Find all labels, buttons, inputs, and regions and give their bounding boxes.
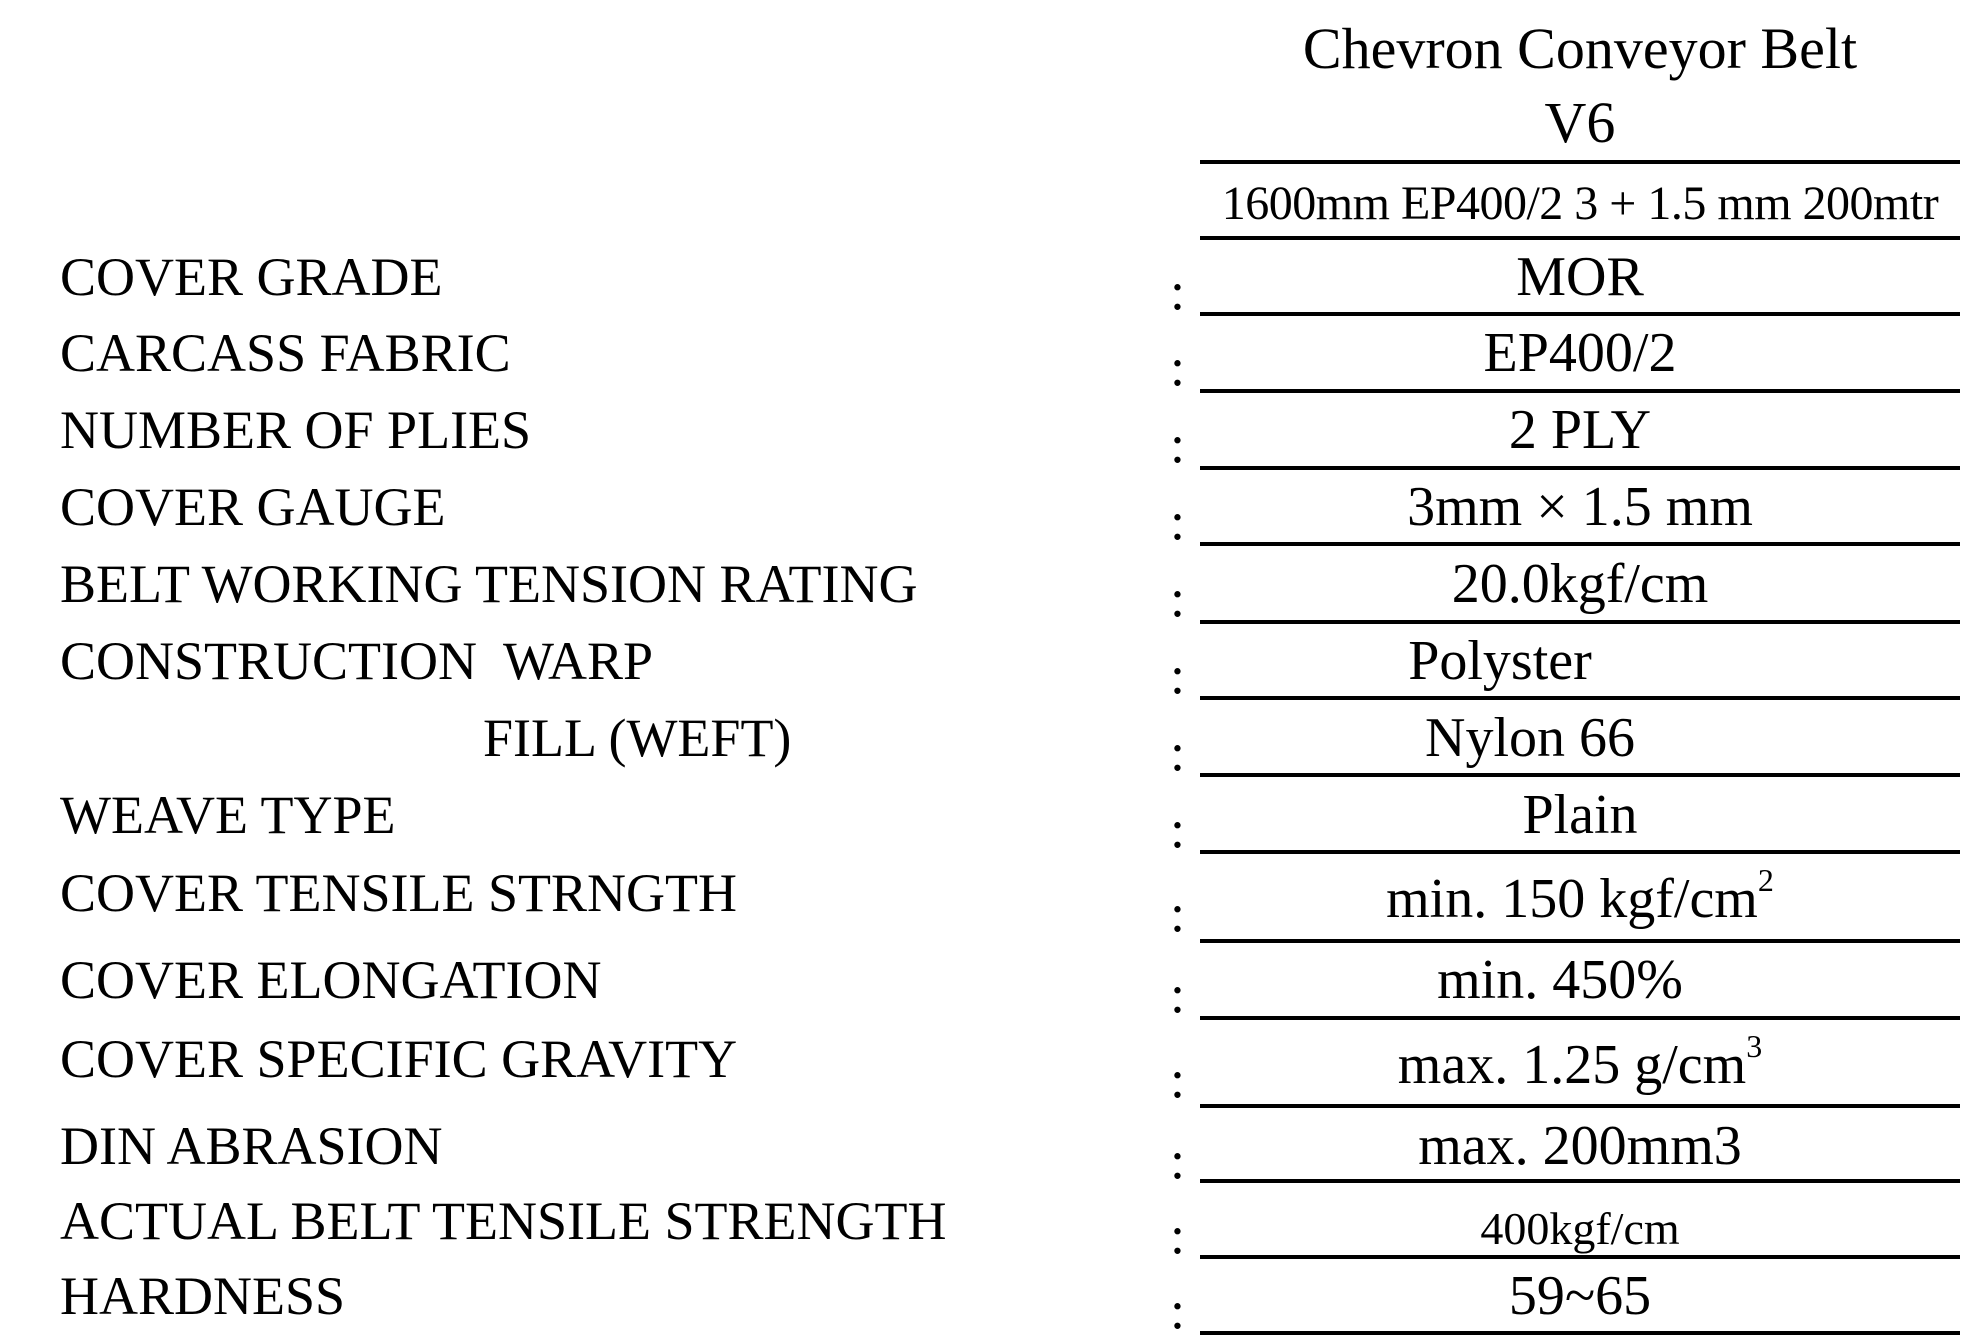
table-row	[0, 397, 1987, 474]
row-value: 20.0kgf/cm	[1451, 553, 1709, 615]
value-text: max. 1.25 g/cm	[1397, 1034, 1747, 1096]
row-separator: :	[1170, 1280, 1186, 1340]
product-model: V6	[1544, 90, 1616, 155]
value-underline	[1200, 773, 1960, 777]
row-value: Nylon 66	[1425, 707, 1635, 769]
row-label: DIN ABRASION	[60, 1116, 443, 1176]
row-separator: :	[1170, 568, 1186, 628]
value-text: min. 150 kgf/cm	[1386, 868, 1758, 930]
row-value	[1200, 862, 1960, 932]
table-row	[0, 1028, 1987, 1109]
table-row	[0, 947, 1987, 1024]
table-row	[0, 782, 1987, 859]
row-separator: :	[1170, 414, 1186, 474]
row-label: NUMBER OF PLIES	[60, 400, 532, 460]
value-underline	[1200, 236, 1960, 240]
row-value: MOR	[1516, 246, 1644, 308]
row-label: COVER TENSILE STRNGTH	[60, 863, 738, 923]
product-specification: 1600mm EP400/2 3 + 1.5 mm 200mtr	[1221, 177, 1939, 230]
value-underline	[1200, 1179, 1960, 1183]
value-underline	[1200, 466, 1960, 470]
table-row	[0, 705, 1987, 782]
row-label: ACTUAL BELT TENSILE STRENGTH	[60, 1191, 947, 1251]
row-value: 400kgf/cm	[1480, 1203, 1680, 1254]
row-label: COVER GRADE	[60, 247, 443, 307]
table-row	[0, 320, 1987, 397]
table-row	[0, 551, 1987, 628]
value-underline	[1200, 939, 1960, 943]
value-underline	[1200, 1104, 1960, 1108]
table-row	[0, 244, 1987, 321]
value-underline	[1200, 1331, 1960, 1335]
row-separator: :	[1170, 964, 1186, 1024]
row-value: Plain	[1522, 784, 1638, 846]
row-separator: :	[1170, 722, 1186, 782]
value-underline	[1200, 542, 1960, 546]
row-separator: :	[1170, 1130, 1186, 1190]
row-label: COVER ELONGATION	[60, 950, 602, 1010]
row-separator: :	[1170, 337, 1186, 397]
row-value: max. 200mm3	[1418, 1115, 1742, 1177]
header-divider	[1200, 160, 1960, 164]
product-title: Chevron Conveyor Belt	[1302, 16, 1858, 81]
row-separator: :	[1170, 491, 1186, 551]
value-underline	[1200, 1016, 1960, 1020]
value-underline	[1200, 620, 1960, 624]
row-value: 3mm × 1.5 mm	[1407, 476, 1753, 538]
value-underline	[1200, 850, 1960, 854]
table-row	[0, 1263, 1987, 1340]
superscript: 3	[1746, 1028, 1763, 1064]
row-value: EP400/2	[1483, 322, 1677, 384]
row-separator: :	[1170, 799, 1186, 859]
value-underline	[1200, 389, 1960, 393]
row-value: 2 PLY	[1508, 399, 1652, 461]
row-label: COVER GAUGE	[60, 477, 446, 537]
row-label: HARDNESS	[60, 1266, 346, 1326]
table-row	[0, 1188, 1987, 1265]
row-value	[1200, 1028, 1960, 1098]
table-row	[0, 628, 1987, 705]
row-separator: :	[1170, 261, 1186, 321]
table-row	[0, 862, 1987, 943]
row-label: FILL (WEFT)	[483, 708, 792, 768]
row-separator: :	[1170, 1049, 1186, 1109]
row-label: WEAVE TYPE	[60, 785, 396, 845]
row-label: COVER SPECIFIC GRAVITY	[60, 1029, 738, 1089]
row-label: CARCASS FABRIC	[60, 323, 511, 383]
table-row	[0, 1113, 1987, 1190]
row-label: BELT WORKING TENSION RATING	[60, 554, 918, 614]
value-underline	[1200, 696, 1960, 700]
value-underline	[1200, 1255, 1960, 1259]
value-underline	[1200, 312, 1960, 316]
row-value: 59~65	[1508, 1265, 1652, 1327]
row-separator: :	[1170, 1205, 1186, 1265]
row-value: min. 450%	[1437, 949, 1683, 1011]
row-label: CONSTRUCTION WARP	[60, 631, 654, 691]
row-separator: :	[1170, 883, 1186, 943]
table-row	[0, 474, 1987, 551]
superscript: 2	[1757, 862, 1774, 898]
row-value: Polyster	[1408, 630, 1592, 692]
row-separator: :	[1170, 645, 1186, 705]
